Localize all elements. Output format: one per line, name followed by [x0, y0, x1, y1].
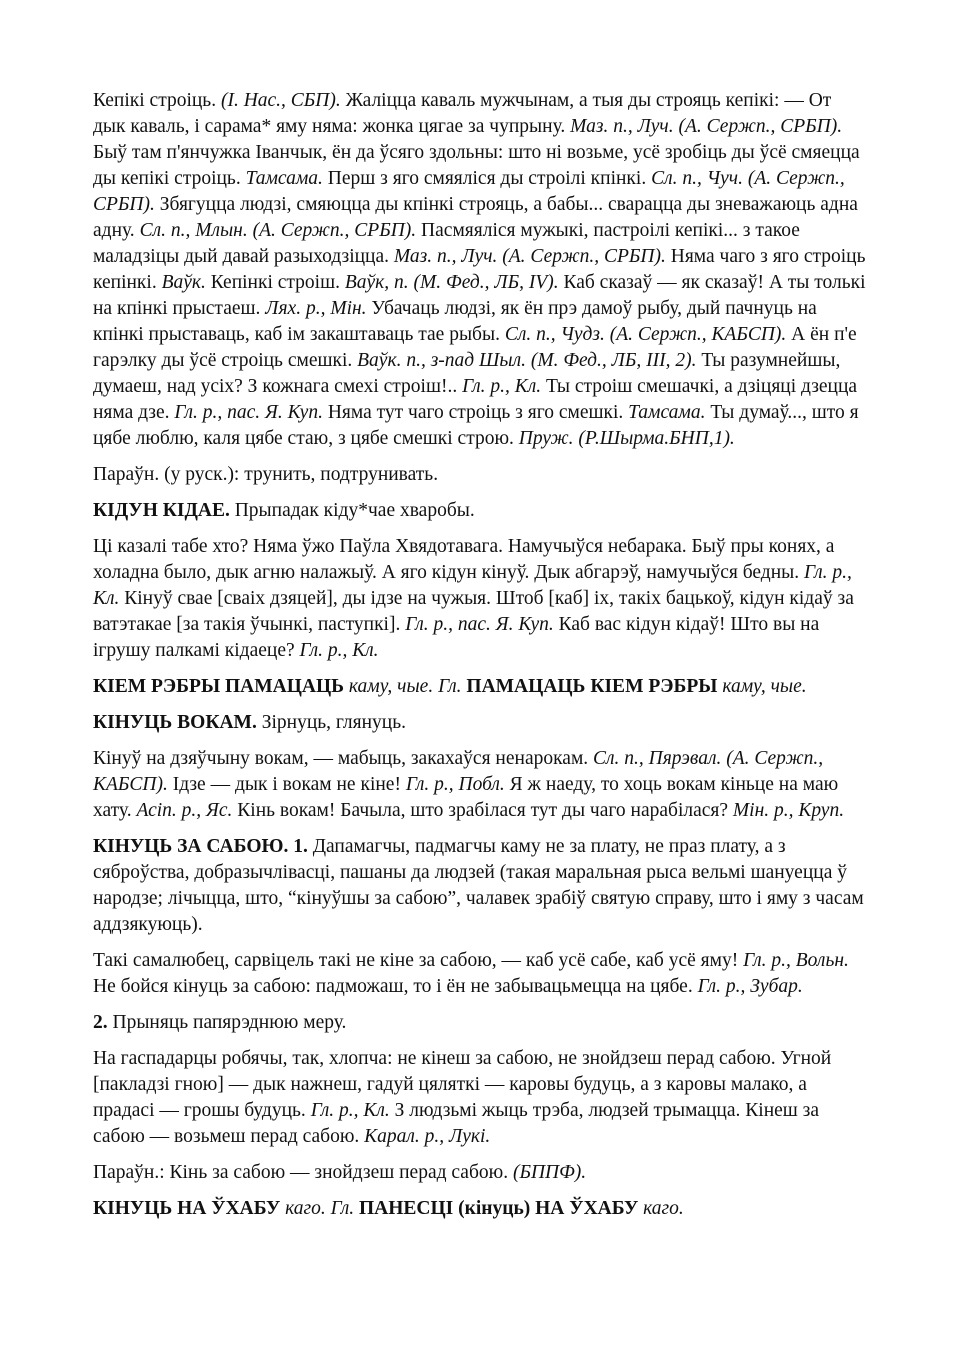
text-run-italic: каму, чые.	[717, 676, 807, 697]
entry-kinuc-za-saboju-sense-2	[93, 1010, 867, 1036]
text-run-regular: На гаспадарцы робячы, так, хлопча: не кінеш за сабою, не знойдзеш перад сабою. Угной [пакладзі гною] — дык нажнеш, гадуй цяляткі — каровы будуць, а з каровы малако, а прадасі — грошы будуць.	[93, 1048, 832, 1121]
text-run-regular: Кінуў свае [сваіх дзяцей], ды ідзе на чужыя. Штоб [каб] іх, такіх бацькоў, кідун кідаў за ватэтакае [за такія ўчынкі, паступкі].	[93, 588, 854, 635]
text-run-italic: Сл. п., Пярэвал. (А. Сержп., КАБСП).	[93, 748, 824, 795]
text-run-italic: каго.	[638, 1198, 684, 1219]
entry-kinuc-za-saboju-sense-1	[93, 834, 867, 938]
text-run-italic: (І. Нас., СБП).	[220, 90, 341, 111]
text-run-italic: Сл. п., Чудз. (А. Сержп., КАБСП).	[504, 324, 787, 345]
text-run-regular: Каб вас кідун кідаў! Што вы на ігрушу палкамі кідаеце?	[93, 614, 820, 661]
text-run-italic: Ваўк, п. (М. Фед., ЛБ, IV).	[344, 272, 559, 293]
text-run-italic: Сл. п., Млын. (А. Сержп., СРБП).	[139, 220, 417, 241]
entry-kidun-kidaje	[93, 498, 867, 524]
text-run-regular: Ці казалі табе хто? Няма ўжо Паўла Хвядотавага. Намучыўся небарака. Быў пры конях, а холадна было, дык агню налажыў. А яго кідун кінуў. Дык абгарэў, намучыўся бедны.	[93, 536, 835, 583]
text-run-italic: Гл. р., Кл.	[299, 640, 379, 661]
entry-kinuc-vokam-examples	[93, 746, 867, 824]
entry-kidun-kidaje-examples	[93, 534, 867, 664]
text-run-regular: Ідзе — дык і вокам не кіне!	[167, 774, 406, 795]
text-run-regular: Перш з яго смяяліся ды строілі кпінкі.	[322, 168, 652, 189]
text-run-regular: Быў там п'янчужка Іванчык, ён да ўсяго здольны: што ні возьме, усё зробіць ды ўсё смяецца ды кепікі строіць.	[93, 142, 860, 189]
text-run-italic: Сл. п., Чуч. (А. Сержп., СРБП).	[93, 168, 845, 215]
text-run-regular: Кепінкі строіш.	[205, 272, 345, 293]
entry-kinuc-za-saboju-examples-2	[93, 1046, 867, 1150]
text-run-regular: Я ж наеду, то хоць вокам кіньце на маю хату.	[93, 774, 839, 821]
text-run-italic: Гл. р., Кл.	[310, 1100, 390, 1121]
text-run-italic: Гл. р., Кл.	[93, 562, 852, 609]
text-run-regular: Кепікі строіць.	[93, 90, 221, 111]
text-run-italic: Гл. р., Побл.	[405, 774, 505, 795]
entry-kinuc-vokam	[93, 710, 867, 736]
text-run-italic: Гл. р., пас. Я. Куп.	[405, 614, 554, 635]
text-run-regular: Няма чаго з яго строіць кепінкі.	[93, 246, 866, 293]
paraun-note-russian	[93, 462, 867, 488]
text-run-bold: КІНУЦЬ НА ЎХАБУ	[93, 1198, 281, 1219]
text-run-italic: Ваўк.	[161, 272, 206, 293]
text-run-bold: КІЕМ РЭБРЫ ПАМАЦАЦЬ	[93, 676, 345, 697]
text-run-italic: Лях. р., Мін.	[265, 298, 367, 319]
entry-kinuc-na-uhabu	[93, 1196, 867, 1222]
text-run-regular: Прыняць папярэднюю меру.	[107, 1012, 347, 1033]
text-run-italic: Асіп. р., Яс.	[136, 800, 233, 821]
text-run-regular: Прыпадак кіду*чае хваробы.	[229, 500, 475, 521]
text-run-regular: Параўн.: Кінь за сабою — знойдзеш перад сабою.	[93, 1162, 513, 1183]
text-run-regular: Кінуў на дзяўчыну вокам, — мабыць, закахаўся ненарокам.	[93, 748, 594, 769]
text-run-bold: КІДУН КІДАЕ.	[93, 500, 230, 521]
text-run-italic: Гл. р., Вольн.	[743, 950, 849, 971]
text-run-italic: Гл. р., пас. Я. Куп.	[174, 402, 323, 423]
text-run-italic: Маз. п., Луч. (А. Сержп., СРБП).	[570, 116, 843, 137]
paraun-note-kinuc-za-saboju	[93, 1160, 867, 1186]
text-run-regular: Няма тут чаго строіць з яго смешкі.	[322, 402, 629, 423]
page-body	[93, 88, 867, 1232]
text-run-regular: Пасмяяліся мужыкі, пастроілі кепікі... з такое маладзіцы дый давай разыходзіцца.	[93, 220, 800, 267]
text-run-italic: Ваўк. п., з-пад Шыл. (М. Фед., ЛБ, III, 2).	[357, 350, 697, 371]
text-run-regular: Зірнуць, глянуць.	[256, 712, 407, 733]
text-run-italic: Мін. р., Круп.	[732, 800, 845, 821]
text-run-italic: Гл. р., Зубар.	[697, 976, 803, 997]
text-run-italic: Карал. р., Лукі.	[364, 1126, 491, 1147]
text-run-regular: Жаліцца каваль мужчынам, а тыя ды строяць кепікі: — От дык каваль, і сарама* яму няма: жонка цягае за чупрыну.	[93, 90, 832, 137]
text-run-italic: Пруж. (Р.Шырма.БНП,1).	[518, 428, 735, 449]
text-run-bold: КІНУЦЬ ЗА САБОЮ. 1.	[93, 836, 308, 857]
text-run-regular: Убачаць людзі, як ён прэ дамоў рыбу, дый пачнуць на кпінкі прыставаць, каб ім закаштаваць тае рыбы.	[93, 298, 817, 345]
text-run-italic: Гл. р., Кл.	[462, 376, 542, 397]
text-run-regular: Параўн. (у руск.): трунить, подтрунивать.	[93, 464, 439, 485]
entry-kijem-rebry-pamacac	[93, 674, 867, 700]
text-run-regular: Ты строіш смешачкі, а дзіцяці дзецца няма дзе.	[93, 376, 858, 423]
text-run-italic: Тамсама.	[245, 168, 323, 189]
text-run-regular: Кінь вокам! Бачыла, што зрабілася тут ды чаго нарабілася?	[232, 800, 733, 821]
text-run-regular: Дапамагчы, падмагчы каму не за плату, не праз плату, а з сяброўства, добразычлівасці, пашаны да людзей (такая маральная рыса вельмі шануецца ў народзе; лічыцца, што, “кінуўшы за сабою”, чалавек зрабіў святую справу, што і яму з часам аддзякуюць).	[93, 836, 864, 935]
text-run-regular: А ён п'е гарэлку ды ўсё строіць смешкі.	[93, 324, 857, 371]
entry-kepiki-stroic-examples	[93, 88, 867, 452]
text-run-bold: ПАНЕСЦІ (кінуць) НА ЎХАБУ	[358, 1198, 639, 1219]
text-run-regular: Збягуцца людзі, смяюцца ды кпінкі строяць, а бабы... сварацца ды зневажаюць адна адну.	[93, 194, 858, 241]
text-run-italic: каму, чые. Гл.	[344, 676, 467, 697]
text-run-regular: Ты разумнейшы, думаеш, над усіх? З кожнага смехі строіш!..	[93, 350, 841, 397]
text-run-italic: каго. Гл.	[280, 1198, 359, 1219]
text-run-regular: Такі самалюбец, сарвіцель такі не кіне за сабою, — каб усё сабе, каб усё яму!	[93, 950, 744, 971]
entry-kinuc-za-saboju-examples-1	[93, 948, 867, 1000]
text-run-italic: Маз. п., Луч. (А. Сержп., СРБП).	[393, 246, 666, 267]
text-run-italic: (БППФ).	[512, 1162, 587, 1183]
text-run-regular: З людзьмі жыць трэба, людзей трымацца. Кінеш за сабою — возьмеш перад сабою.	[93, 1100, 820, 1147]
text-run-regular: Не бойся кінуць за сабою: падможаш, то і ён не забывацьмецца на цябе.	[93, 976, 698, 997]
text-run-regular: Ты думаў..., што я цябе люблю, каля цябе стаю, з цябе смешкі строю.	[93, 402, 859, 449]
text-run-bold: 2.	[93, 1012, 108, 1033]
text-run-regular: Каб сказаў — як сказаў! А ты толькі на кпінкі прыстаеш.	[93, 272, 866, 319]
text-run-bold: ПАМАЦАЦЬ КІЕМ РЭБРЫ	[466, 676, 718, 697]
text-run-italic: Тамсама.	[628, 402, 706, 423]
text-run-bold: КІНУЦЬ ВОКАМ.	[93, 712, 257, 733]
